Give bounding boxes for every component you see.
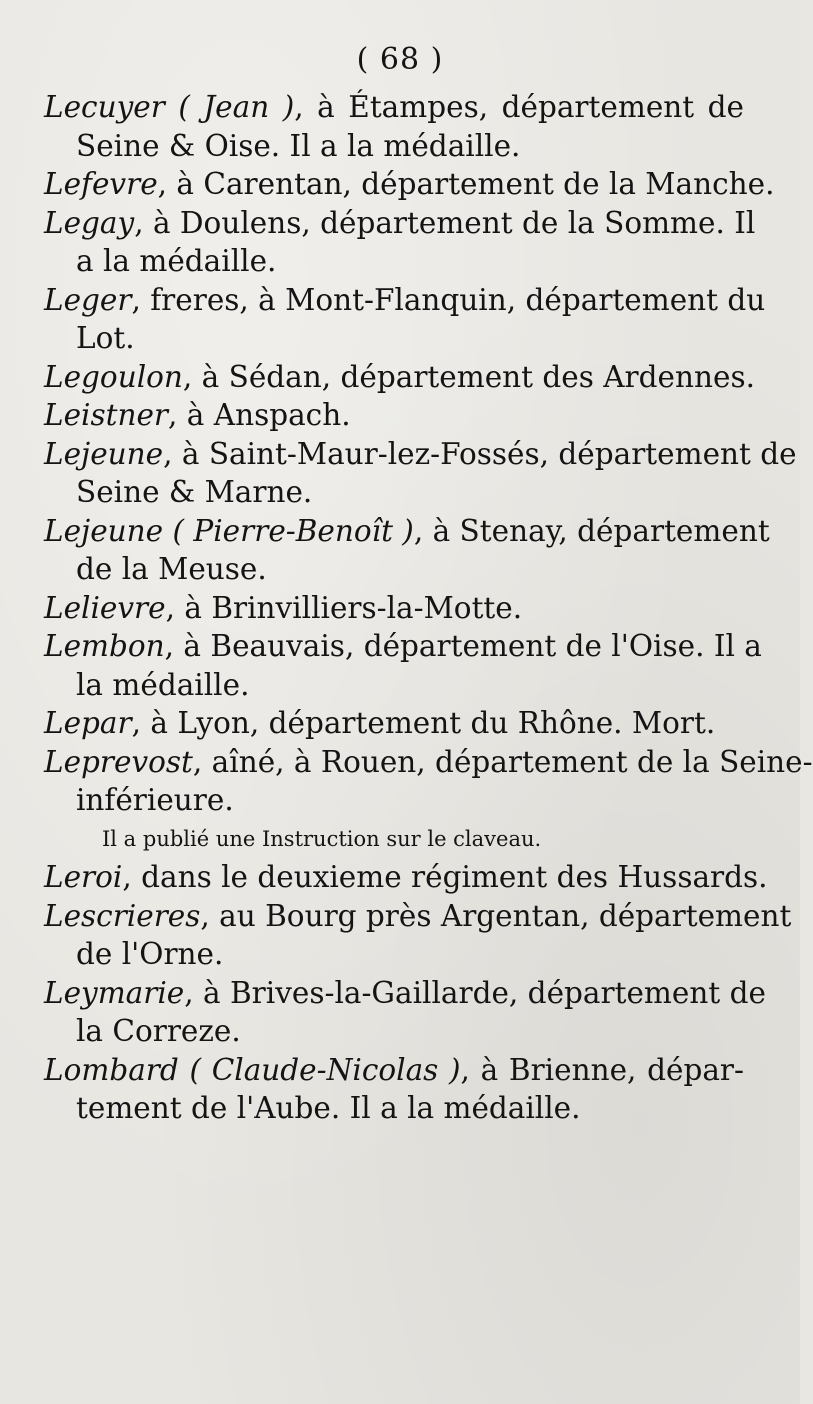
entry-line-11 — [44, 704, 744, 743]
entry-name: Lecuyer ( Jean ) — [44, 90, 295, 124]
entry-name: Leistner — [44, 398, 169, 432]
entry-text: , à Beauvais, département de l'Oise. Il a — [164, 629, 762, 663]
entry-text: , aîné, à Rouen, département de la Seine- — [192, 744, 813, 779]
entry-continuation: de l'Orne. — [76, 937, 224, 971]
page-number: ( 68 ) — [356, 42, 444, 77]
entry-line-4 — [44, 281, 766, 320]
entry-text: , à Anspach. — [168, 398, 351, 432]
entry-name: Lembon — [44, 629, 165, 663]
entry-line-12 — [44, 743, 813, 782]
entry-line-5 — [44, 358, 755, 397]
entry-line-2 — [44, 165, 775, 204]
entry-line-16 — [44, 1051, 744, 1090]
entry-continuation: Seine & Oise. Il a la médaille. — [76, 128, 521, 163]
entry-note: Il a publié une Instruction sur le claveau. — [102, 826, 542, 851]
entry-name: Leymarie — [44, 975, 185, 1010]
entry-line-13 — [44, 858, 768, 897]
entry-list — [44, 88, 813, 1128]
entry-text: , à Doulens, département de la Somme. Il — [134, 205, 756, 240]
entry-name: Lepar — [44, 706, 132, 740]
entry-name: Legoulon — [44, 359, 183, 394]
entry-name: Lejeune ( Pierre-Benoît ) — [44, 513, 414, 548]
entry-name: Lejeune — [44, 436, 164, 471]
entry-line-6 — [44, 396, 744, 435]
entry-continuation: a la médaille. — [76, 244, 277, 278]
entry-text: , freres, à Mont-Flanquin, département du — [131, 282, 766, 317]
entry-text: , à Sédan, département des Ardennes. — [182, 359, 755, 394]
entry-text: , à Brienne, dépar- — [460, 1052, 744, 1087]
entry-name: Leprevost — [44, 744, 193, 779]
entry-name: Lescrieres — [44, 898, 201, 933]
entry-text: , à Saint-Maur-lez-Fossés, département de — [163, 436, 797, 471]
entry-line-8 — [44, 512, 770, 551]
entry-continuation: inférieure. — [76, 783, 234, 817]
entry-line-7 — [44, 435, 797, 474]
entry-name: Leroi — [44, 860, 123, 894]
entry-line-3 — [44, 204, 756, 243]
entry-line-1 — [44, 88, 744, 127]
entry-name: Lefevre — [44, 167, 158, 201]
entry-name: Leger — [44, 282, 132, 317]
entry-text: , au Bourg près Argentan, département — [200, 898, 792, 933]
entry-continuation: de la Meuse. — [76, 552, 267, 586]
entry-name: Legay — [44, 205, 135, 240]
entry-line-14 — [44, 897, 792, 936]
entry-continuation: Seine & Marne. — [76, 475, 313, 509]
entry-text: , à Brives-la-Gaillarde, département de — [184, 975, 766, 1010]
entry-continuation: tement de l'Aube. Il a la médaille. — [76, 1091, 581, 1125]
entry-text: , à Carentan, département de la Manche. — [157, 167, 775, 201]
entry-line-9 — [44, 589, 744, 628]
entry-continuation: Lot. — [76, 321, 135, 355]
entry-text: , à Étampes, département de — [294, 90, 744, 124]
entry-text: , dans le deuxieme régiment des Hussards. — [122, 860, 768, 894]
entry-name: Lelievre — [44, 590, 166, 625]
entry-continuation: la médaille. — [76, 667, 250, 702]
entry-continuation: la Correze. — [76, 1014, 241, 1048]
entry-text: , à Lyon, département du Rhône. Mort. — [131, 706, 716, 740]
entry-line-15 — [44, 974, 766, 1013]
entry-text: , à Stenay, département — [413, 513, 770, 548]
entry-name: Lombard ( Claude-Nicolas ) — [44, 1052, 461, 1087]
entry-line-10 — [44, 627, 762, 666]
entry-text: , à Brinvilliers-la-Motte. — [165, 590, 523, 625]
